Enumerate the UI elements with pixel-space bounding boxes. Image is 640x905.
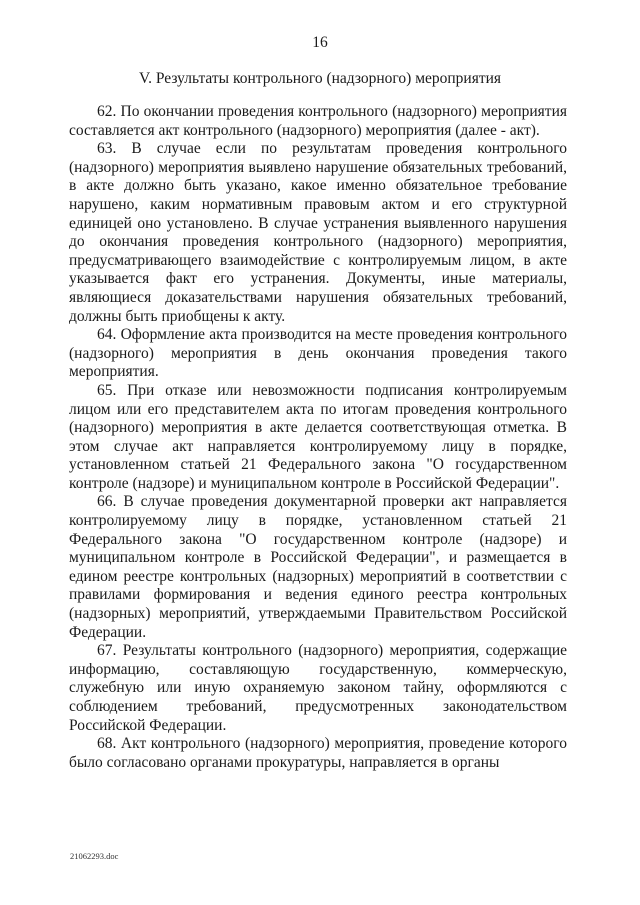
document-body — [69, 103, 567, 772]
paragraph-66: 66. В случае проведения документарной проверки акт направляется контролируемому лицу в порядке, установленном статьей 21 Федерального закона "О государственном контроле (надзоре) и муниципальном контроле в Российской Федерации", и размещается в едином реестре контрольных (надзорных) мероприятий в соответствии с правилами формирования и ведения единого реестра контрольных (надзорных) мероприятий, утверждаемыми Правительством Российской Федерации. — [69, 493, 567, 641]
page-number: 16 — [312, 34, 328, 51]
paragraph-64: 64. Оформление акта производится на месте проведения контрольного (надзорного) мероприятия в день окончания проведения такого мероприятия. — [69, 326, 567, 381]
paragraph-68: 68. Акт контрольного (надзорного) мероприятия, проведение которого было согласовано органами прокуратуры, направляется в органы — [69, 735, 567, 771]
paragraph-62: 62. По окончании проведения контрольного (надзорного) мероприятия составляется акт контрольного (надзорного) мероприятия (далее - акт). — [69, 103, 567, 139]
paragraph-67: 67. Результаты контрольного (надзорного) мероприятия, содержащие информацию, составляющую государственную, коммерческую, служебную или иную охраняемую законом тайну, оформляются с соблюдением требований, предусмотренных законодательством Российской Федерации. — [69, 642, 567, 734]
paragraph-65: 65. При отказе или невозможности подписания контролируемым лицом или его представителем акта по итогам проведения контрольного (надзорного) мероприятия в акте делается соответствующая отметка. В этом случае акт направляется контролируемому лицу в порядке, установленном статьей 21 Федерального закона "О государственном контроле (надзоре) и муниципальном контроле в Российской Федерации". — [69, 381, 567, 492]
paragraph-63: 63. В случае если по результатам проведения контрольного (надзорного) мероприятия выявлено нарушение обязательных требований, в акте должно быть указано, какое именно обязательное требование нарушено, каким нормативным правовым актом и его структурной единицей оно установлено. В случае устранения выявленного нарушения до окончания проведения контрольного (надзорного) мероприятия, предусматривающего взаимодействие с контролируемым лицом, в акте указывается факт его устранения. Документы, иные материалы, являющиеся доказательствами нарушения обязательных требований, должны быть приобщены к акту. — [69, 140, 567, 325]
section-title: V. Результаты контрольного (надзорного) мероприятия — [138, 70, 502, 87]
footer-file-name: 21062293.doc — [70, 851, 119, 861]
